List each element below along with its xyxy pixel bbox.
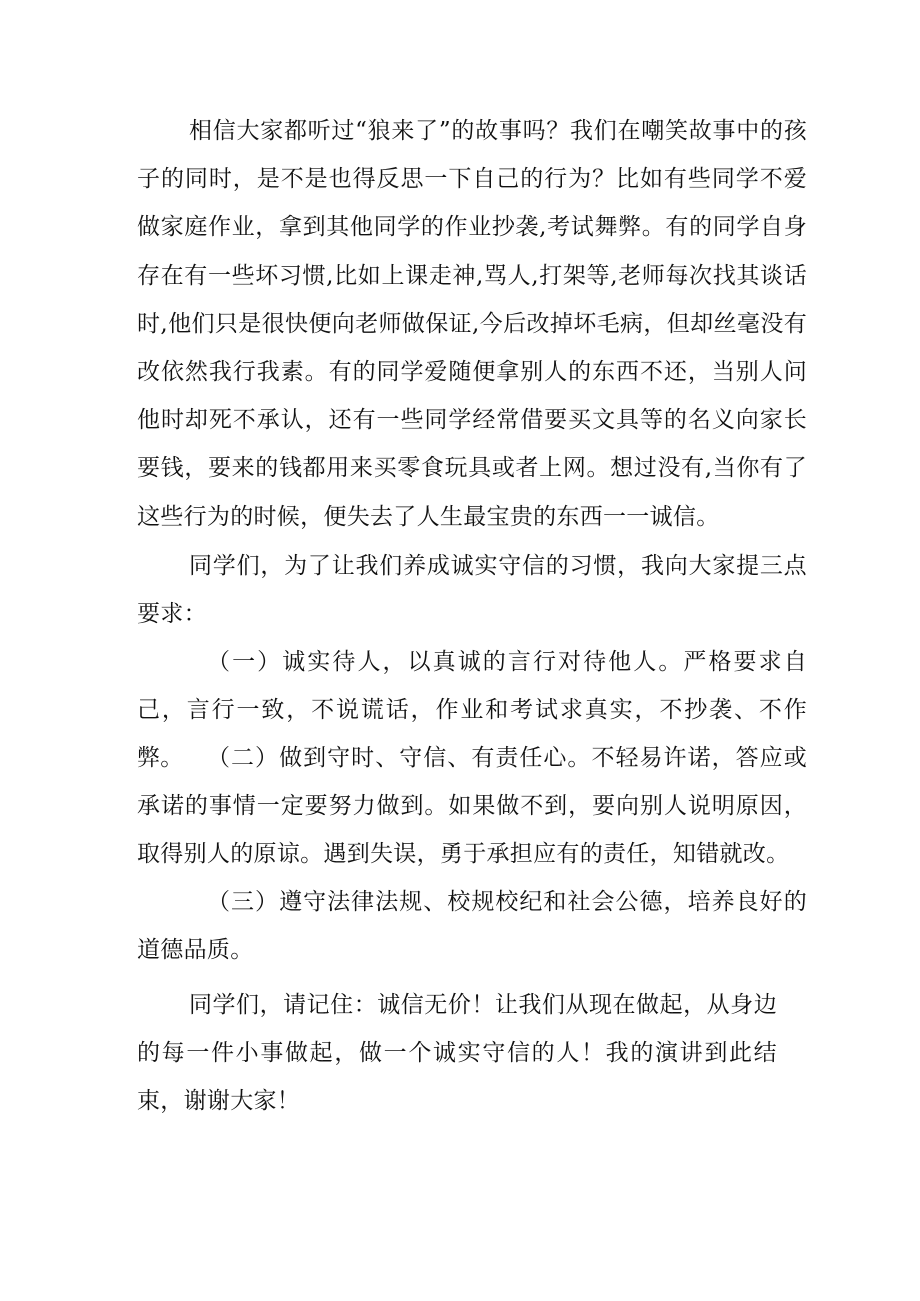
- paragraph-requirement-one: （一）诚实待人，以真诚的言行对待他人。严格要求自己，言行一致，不说谎话，作业和考试求真实，不抄袭、不作弊。: [137, 649, 807, 772]
- paragraph-story-reflection: 相信大家都听过“狼来了”的故事吗？我们在嘲笑故事中的孩子的同时，是不是也得反思一下自己的行为？比如有些同学不爱做家庭作业，拿到其他同学的作业抄袭,考试舞弊。有的同学自身存在有一些坏习惯,比如上课走神,骂人,打架等,老师每次找其谈话时,他们只是很快便向老师做保证,今后改掉坏毛病，但却丝毫没有改依然我行我素。有的同学爱随便拿别人的东西不还，当别人问他时却死不承认，还有一些同学经常借要买文具等的名义向家长要钱，要来的钱都用来买零食玩具或者上网。想过没有,当你有了这些行为的时候，便失去了人生最宝贵的东西一一诚信。: [137, 118, 807, 530]
- paragraph-requirement-two: （二）做到守时、守信、有责任心。不轻易许诺，答应或承诺的事情一定要努力做到。如果做不到，要向别人说明原因，取得别人的原谅。遇到失误，勇于承担应有的责任，知错就改。: [137, 745, 807, 868]
- paragraph-requirement-three: （三）遵守法律法规、校规校纪和社会公德，培养良好的道德品质。: [137, 889, 807, 964]
- paragraph-closing: 同学们，请记住：诚信无价！让我们从现在做起，从身边的每一件小事做起，做一个诚实守信的人！我的演讲到此结束，谢谢大家！: [137, 992, 777, 1114]
- paragraph-requirements-intro: 同学们，为了让我们养成诚实守信的习惯，我向大家提三点要求：: [137, 553, 807, 628]
